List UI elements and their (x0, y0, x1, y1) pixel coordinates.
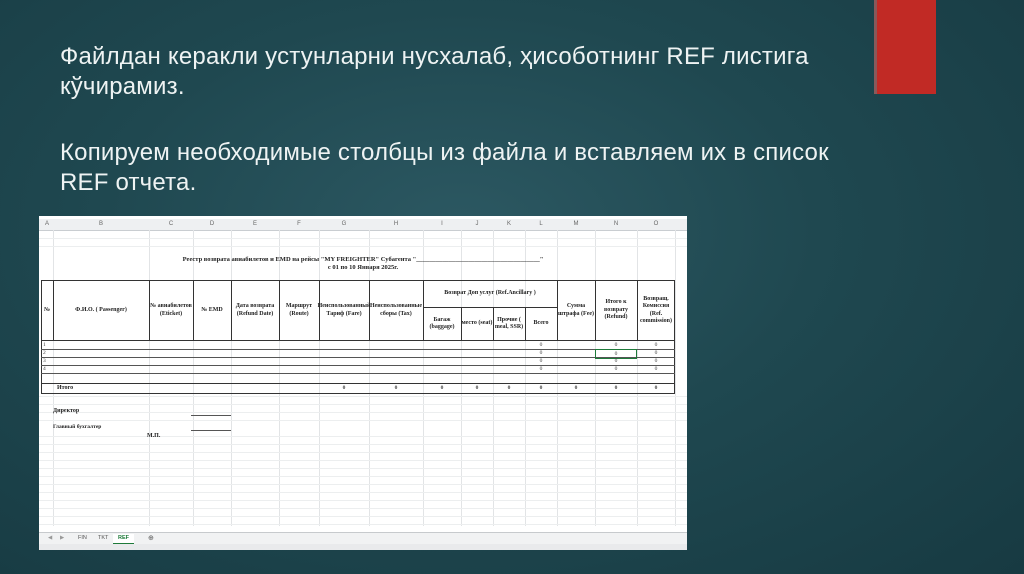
tab-fin[interactable]: FIN (78, 535, 87, 541)
col-M: M (573, 221, 579, 227)
row-1-total: 0 (539, 342, 543, 348)
row-2-comm: 0 (654, 350, 658, 356)
col-E: E (252, 221, 257, 227)
horizontal-scrollbar[interactable] (39, 544, 687, 550)
totals-comm: 0 (654, 385, 658, 391)
col-G: G (341, 221, 347, 227)
row-3-no: 3 (43, 358, 46, 364)
col-A: A (44, 221, 49, 227)
hdr-fee: Сумма штрафа (Fee) (557, 280, 596, 341)
hdr-no: № (41, 280, 54, 341)
row-1-refund: 0 (614, 342, 618, 348)
slide-title (60, 42, 860, 198)
hdr-fare: Неиспользованный Тариф (Fare) (319, 280, 370, 341)
tab-ref[interactable]: REF (113, 534, 134, 545)
totals-other: 0 (507, 385, 511, 391)
row-4-total: 0 (539, 366, 543, 372)
col-L: L (539, 221, 543, 227)
add-sheet-icon[interactable]: ⊕ (148, 535, 154, 542)
col-K: K (506, 221, 511, 227)
col-D: D (209, 221, 215, 227)
hdr-refund: Итого к возврату (Refund) (595, 280, 638, 341)
row-4-refund: 0 (614, 366, 618, 372)
row-3-refund: 0 (614, 358, 618, 364)
hdr-ticket: № авиабилетов (Eticket) (149, 280, 194, 341)
spreadsheet-screenshot (39, 216, 687, 550)
totals-total: 0 (539, 385, 543, 391)
hdr-other: Прочие ( meal, SSR) (493, 307, 526, 341)
row-1-no: 1 (43, 342, 46, 348)
row-2-refund-selected[interactable]: 0 (595, 349, 637, 359)
column-header-bar (39, 219, 687, 231)
accent-bar (877, 0, 936, 94)
col-H: H (393, 221, 399, 227)
hdr-total-anc: Всего (525, 307, 558, 341)
hdr-seat: место (seat) (461, 307, 494, 341)
stamp-label: М.П. (147, 433, 161, 439)
title-uz: Файлдан керакли устунларни нусхалаб, ҳисоботнинг REF листига кўчирамиз. (60, 43, 809, 100)
totals-refund: 0 (614, 385, 618, 391)
hdr-emd: № EMD (193, 280, 232, 341)
totals-fare: 0 (342, 385, 346, 391)
row-3-comm: 0 (654, 358, 658, 364)
accountant-label: Главный бухгалтер (53, 424, 102, 430)
totals-baggage: 0 (440, 385, 444, 391)
accountant-signature-line (191, 430, 231, 431)
hdr-tax: Неиспользованные сборы (Tax) (369, 280, 424, 341)
row-1-comm: 0 (654, 342, 658, 348)
col-C: C (168, 221, 174, 227)
col-N: N (613, 221, 619, 227)
row-3-total: 0 (539, 358, 543, 364)
report-period: с 01 по 10 Января 2025г. (327, 264, 399, 271)
sheet-tabs (39, 532, 687, 544)
hdr-route: Маршрут (Route) (279, 280, 320, 341)
totals-tax: 0 (394, 385, 398, 391)
hdr-baggage: Багаж (baggage) (423, 307, 462, 341)
col-J: J (475, 221, 479, 227)
title-ru: Копируем необходимые столбцы из файла и вставляем их в список REF отчета. (60, 139, 829, 196)
tab-nav-left-icon[interactable]: ◀ (48, 535, 53, 541)
report-title: Реестр возврата авиабилетов и EMD на рейсы "MY FREIGHTER" Субагента "______________________________________" (182, 256, 544, 263)
tab-nav-right-icon[interactable]: ▶ (60, 535, 65, 541)
director-signature-line (191, 415, 231, 416)
row-4-no: 4 (43, 366, 46, 372)
col-I: I (441, 221, 443, 227)
row-4-comm: 0 (654, 366, 658, 372)
row-2-total: 0 (539, 350, 543, 356)
col-B: B (98, 221, 103, 227)
hdr-fio: Ф.И.О. ( Passenger) (53, 280, 150, 341)
hdr-commission: Возвращ. Комиссия (Ref. commission) (640, 295, 672, 324)
col-F: F (297, 221, 301, 227)
director-label: Директор (53, 408, 80, 414)
totals-seat: 0 (475, 385, 479, 391)
totals-label: Итого (57, 385, 74, 391)
tab-tkt[interactable]: TKT (98, 535, 109, 541)
row-2-no: 2 (43, 350, 46, 356)
hdr-date: Дата возврата (Refund Date) (231, 280, 280, 341)
col-O: O (653, 221, 659, 227)
hdr-ancillary: Возврат Доп услуг (Ref.Ancillary ) (423, 280, 558, 308)
totals-fee: 0 (574, 385, 578, 391)
